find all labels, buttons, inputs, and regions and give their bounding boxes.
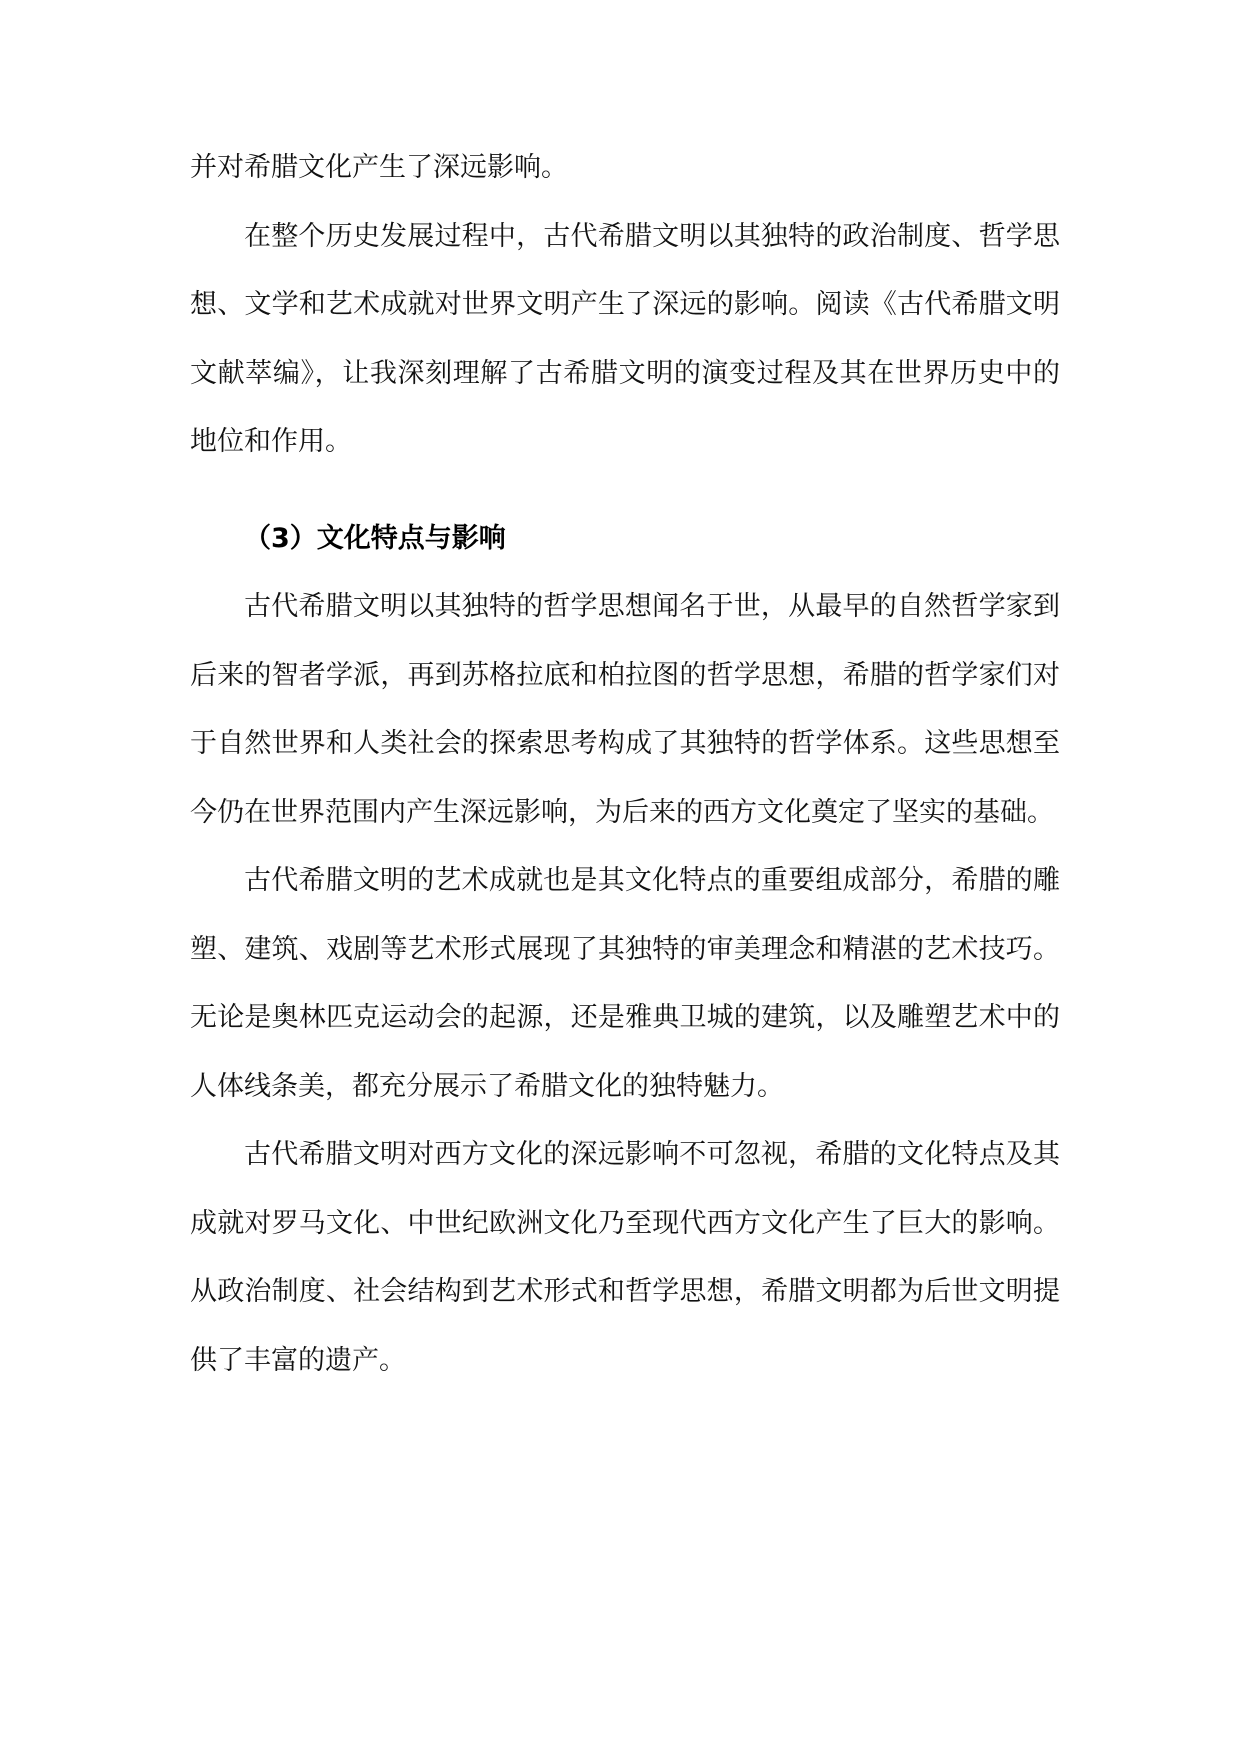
document-body xyxy=(190,134,1060,1395)
paragraph-philosophy: 古代希腊文明以其独特的哲学思想闻名于世，从最早的自然哲学家到后来的智者学派，再到苏格拉底和柏拉图的哲学思想，希腊的哲学家们对于自然世界和人类社会的探索思考构成了其独特的哲学体系。这些思想至今仍在世界范围内产生深远影响，为后来的西方文化奠定了坚实的基础。 xyxy=(190,591,1060,828)
paragraph-art-achievements: 古代希腊文明的艺术成就也是其文化特点的重要组成部分，希腊的雕塑、建筑、戏剧等艺术形式展现了其独特的审美理念和精湛的艺术技巧。无论是奥林匹克运动会的起源，还是雅典卫城的建筑，以及雕塑艺术中的人体线条美，都充分展示了希腊文化的独特魅力。 xyxy=(190,865,1060,1102)
paragraph-greek-civilization-overview: 在整个历史发展过程中，古代希腊文明以其独特的政治制度、哲学思想、文学和艺术成就对世界文明产生了深远的影响。阅读《古代希腊文明文献萃编》，让我深刻理解了古希腊文明的演变过程及其在世界历史中的地位和作用。 xyxy=(190,220,1060,457)
paragraph-continuation: 并对希腊文化产生了深远影响。 xyxy=(190,152,568,183)
paragraph-western-influence: 古代希腊文明对西方文化的深远影响不可忽视，希腊的文化特点及其成就对罗马文化、中世纪欧洲文化乃至现代西方文化产生了巨大的影响。从政治制度、社会结构到艺术形式和哲学思想，希腊文明都为后世文明提供了丰富的遗产。 xyxy=(190,1139,1060,1376)
section-heading-cultural-features: （3）文化特点与影响 xyxy=(244,522,506,554)
